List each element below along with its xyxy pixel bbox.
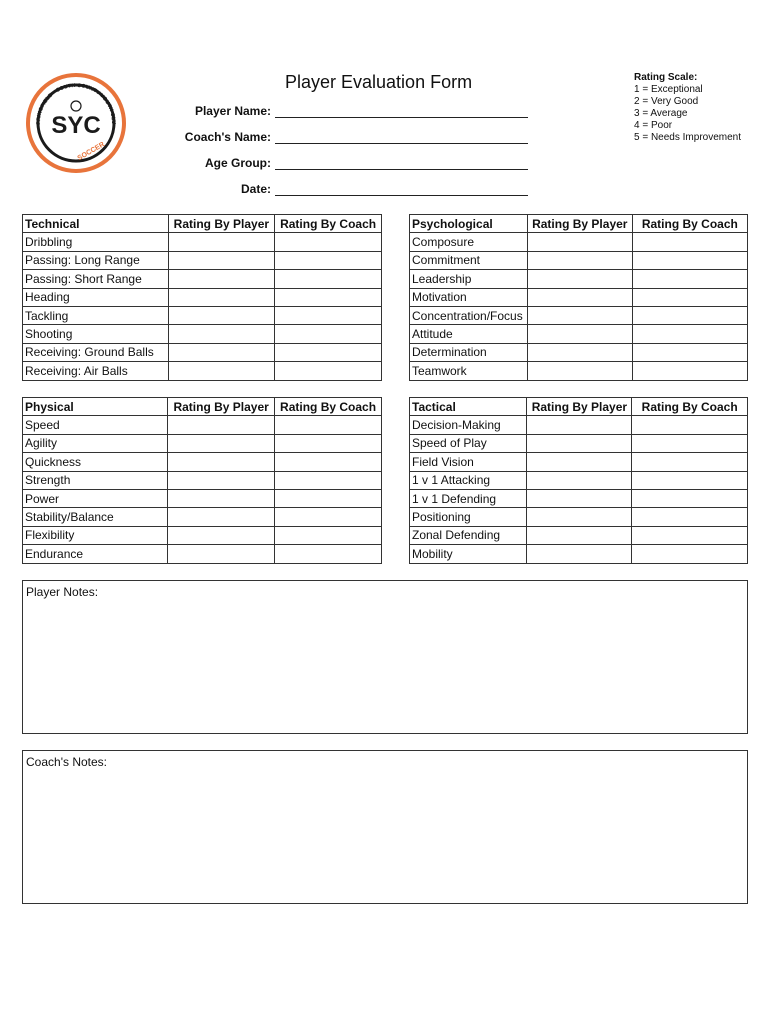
skill-label: Power [23, 489, 168, 507]
table-row [23, 306, 382, 324]
skill-label: Passing: Short Range [23, 270, 169, 288]
field-label: Date: [240, 182, 271, 196]
col-rating-by-player: Rating By Player [527, 398, 632, 416]
table-row [410, 288, 748, 306]
skill-label: Positioning [410, 508, 527, 526]
coach-rating-cell[interactable] [632, 489, 748, 507]
coach-rating-cell[interactable] [275, 343, 382, 361]
skill-label: Shooting [23, 325, 169, 343]
skill-label: Speed [23, 416, 168, 434]
coach-rating-cell[interactable] [275, 545, 382, 563]
col-rating-by-coach: Rating By Coach [275, 215, 382, 233]
skill-label: Mobility [410, 545, 527, 563]
player-rating-cell[interactable] [527, 545, 632, 563]
table-row [410, 416, 748, 434]
table-row [23, 343, 382, 361]
skill-label: Teamwork [410, 362, 528, 380]
skill-label: Dribbling [23, 233, 169, 251]
coach-rating-cell[interactable] [275, 526, 382, 544]
skill-label: Agility [23, 434, 168, 452]
rating-scale-item: 4 = Poor [634, 120, 673, 131]
player-rating-cell[interactable] [527, 343, 632, 361]
player-rating-cell[interactable] [168, 233, 275, 251]
player-rating-cell[interactable] [527, 362, 632, 380]
table-row [410, 325, 748, 343]
skill-label: Composure [410, 233, 528, 251]
player-rating-cell[interactable] [527, 416, 632, 434]
player-rating-cell[interactable] [527, 325, 632, 343]
section-title: Physical [23, 398, 168, 416]
col-rating-by-coach: Rating By Coach [632, 215, 747, 233]
rating-scale-title: Rating Scale: [634, 72, 698, 83]
tactical-table [409, 397, 748, 564]
table-row [410, 471, 748, 489]
skill-label: Speed of Play [410, 434, 527, 452]
table-row [410, 306, 748, 324]
logo-arc-text: PRINGFIELD · SOUTH COUNTY YOUTH CLU [35, 82, 117, 125]
coach-rating-cell[interactable] [632, 343, 747, 361]
coach-rating-cell[interactable] [275, 453, 382, 471]
table-row [23, 453, 382, 471]
rating-scale-item: 5 = Needs Improvement [634, 132, 741, 143]
table-row [410, 362, 748, 380]
col-rating-by-player: Rating By Player [527, 215, 632, 233]
skill-label: Concentration/Focus [410, 306, 528, 324]
player-rating-cell[interactable] [168, 416, 275, 434]
player-rating-cell[interactable] [168, 526, 275, 544]
col-rating-by-player: Rating By Player [168, 215, 275, 233]
field-line[interactable] [275, 169, 528, 170]
skill-label: Strength [23, 471, 168, 489]
table-row [23, 288, 382, 306]
table-row [23, 325, 382, 343]
player-rating-cell[interactable] [527, 270, 632, 288]
table-row [410, 434, 748, 452]
coach-rating-cell[interactable] [632, 453, 748, 471]
player-rating-cell[interactable] [168, 545, 275, 563]
table-row [23, 270, 382, 288]
section-title: Technical [23, 215, 169, 233]
player-rating-cell[interactable] [527, 508, 632, 526]
logo-sub-text: SOCCER [76, 141, 106, 163]
physical-table [22, 397, 382, 564]
player-rating-cell[interactable] [168, 343, 275, 361]
coach-rating-cell[interactable] [275, 325, 382, 343]
skill-label: Quickness [23, 453, 168, 471]
table-row [23, 434, 382, 452]
coach-rating-cell[interactable] [275, 306, 382, 324]
skill-label: Zonal Defending [410, 526, 527, 544]
table-row [23, 233, 382, 251]
player-rating-cell[interactable] [527, 306, 632, 324]
player-rating-cell[interactable] [527, 453, 632, 471]
coach-rating-cell[interactable] [632, 233, 747, 251]
coach-rating-cell[interactable] [275, 416, 382, 434]
player-rating-cell[interactable] [168, 508, 275, 526]
coach-rating-cell[interactable] [632, 288, 747, 306]
player-rating-cell[interactable] [168, 325, 275, 343]
field-line[interactable] [275, 117, 528, 118]
table-row [23, 471, 382, 489]
table-row [23, 489, 382, 507]
coach-rating-cell[interactable] [632, 325, 747, 343]
rating-scale [634, 72, 741, 144]
table-row [410, 453, 748, 471]
field-label: Coach's Name: [184, 130, 271, 144]
table-row [410, 545, 748, 563]
field-label: Player Name: [194, 104, 271, 118]
coach-rating-cell[interactable] [632, 362, 747, 380]
skill-label: Decision-Making [410, 416, 527, 434]
psychological-table [409, 214, 748, 381]
technical-table [22, 214, 382, 381]
table-row [410, 233, 748, 251]
col-rating-by-coach: Rating By Coach [632, 398, 748, 416]
date-field[interactable] [0, 182, 770, 198]
skill-label: Leadership [410, 270, 528, 288]
skill-label: 1 v 1 Defending [410, 489, 527, 507]
coach-rating-cell[interactable] [275, 471, 382, 489]
player-rating-cell[interactable] [527, 489, 632, 507]
table-row [410, 343, 748, 361]
table-row [410, 251, 748, 269]
rating-scale-item: 1 = Exceptional [634, 84, 703, 95]
player-notes-label: Player Notes: [26, 585, 99, 599]
skill-label: Endurance [23, 545, 168, 563]
coach-rating-cell[interactable] [275, 489, 382, 507]
player-rating-cell[interactable] [168, 251, 275, 269]
coach-rating-cell[interactable] [632, 416, 748, 434]
player-rating-cell[interactable] [527, 471, 632, 489]
table-row [23, 362, 382, 380]
field-line[interactable] [275, 195, 528, 196]
section-title: Psychological [410, 215, 528, 233]
coach-rating-cell[interactable] [275, 508, 382, 526]
skill-label: Flexibility [23, 526, 168, 544]
skill-label: 1 v 1 Attacking [410, 471, 527, 489]
skill-label: Receiving: Air Balls [23, 362, 169, 380]
player-notes-box[interactable] [22, 580, 748, 734]
coach-rating-cell[interactable] [275, 233, 382, 251]
player-rating-cell[interactable] [527, 233, 632, 251]
logo-letters: SYC [51, 112, 101, 139]
table-row [410, 526, 748, 544]
skill-label: Field Vision [410, 453, 527, 471]
coach-rating-cell[interactable] [632, 545, 748, 563]
age-group-field[interactable] [0, 156, 770, 172]
table-row [23, 526, 382, 544]
skill-label: Determination [410, 343, 528, 361]
player-rating-cell[interactable] [168, 270, 275, 288]
rating-scale-item: 3 = Average [634, 108, 688, 119]
coach-notes-box[interactable] [22, 750, 748, 904]
player-rating-cell[interactable] [168, 489, 275, 507]
player-rating-cell[interactable] [527, 288, 632, 306]
coach-rating-cell[interactable] [275, 434, 382, 452]
coach-rating-cell[interactable] [632, 508, 748, 526]
coach-rating-cell[interactable] [632, 526, 748, 544]
table-row [410, 508, 748, 526]
section-title: Tactical [410, 398, 527, 416]
skill-label: Attitude [410, 325, 528, 343]
player-rating-cell[interactable] [168, 306, 275, 324]
coach-notes-label: Coach's Notes: [26, 755, 107, 769]
coach-rating-cell[interactable] [632, 251, 747, 269]
table-row [23, 545, 382, 563]
page-title: Player Evaluation Form [285, 72, 473, 92]
col-rating-by-player: Rating By Player [168, 398, 275, 416]
coach-rating-cell[interactable] [632, 471, 748, 489]
coach-rating-cell[interactable] [632, 306, 747, 324]
coach-rating-cell[interactable] [632, 270, 747, 288]
skill-label: Passing: Long Range [23, 251, 169, 269]
skill-label: Motivation [410, 288, 528, 306]
field-label: Age Group: [205, 156, 271, 170]
player-rating-cell[interactable] [527, 251, 632, 269]
player-rating-cell[interactable] [168, 362, 275, 380]
skill-label: Receiving: Ground Balls [23, 343, 169, 361]
player-rating-cell[interactable] [168, 288, 275, 306]
player-rating-cell[interactable] [168, 453, 275, 471]
player-rating-cell[interactable] [527, 526, 632, 544]
coach-rating-cell[interactable] [275, 270, 382, 288]
table-row [410, 270, 748, 288]
field-line[interactable] [275, 143, 528, 144]
col-rating-by-coach: Rating By Coach [275, 398, 382, 416]
table-row [23, 508, 382, 526]
coach-rating-cell[interactable] [275, 362, 382, 380]
player-rating-cell[interactable] [168, 434, 275, 452]
rating-scale-item: 2 = Very Good [634, 96, 699, 107]
player-rating-cell[interactable] [168, 471, 275, 489]
skill-label: Heading [23, 288, 169, 306]
coach-rating-cell[interactable] [275, 251, 382, 269]
skill-label: Commitment [410, 251, 528, 269]
table-row [410, 489, 748, 507]
player-rating-cell[interactable] [527, 434, 632, 452]
coach-rating-cell[interactable] [275, 288, 382, 306]
skill-label: Stability/Balance [23, 508, 168, 526]
skill-label: Tackling [23, 306, 169, 324]
coach-rating-cell[interactable] [632, 434, 748, 452]
table-row [23, 416, 382, 434]
table-row [23, 251, 382, 269]
